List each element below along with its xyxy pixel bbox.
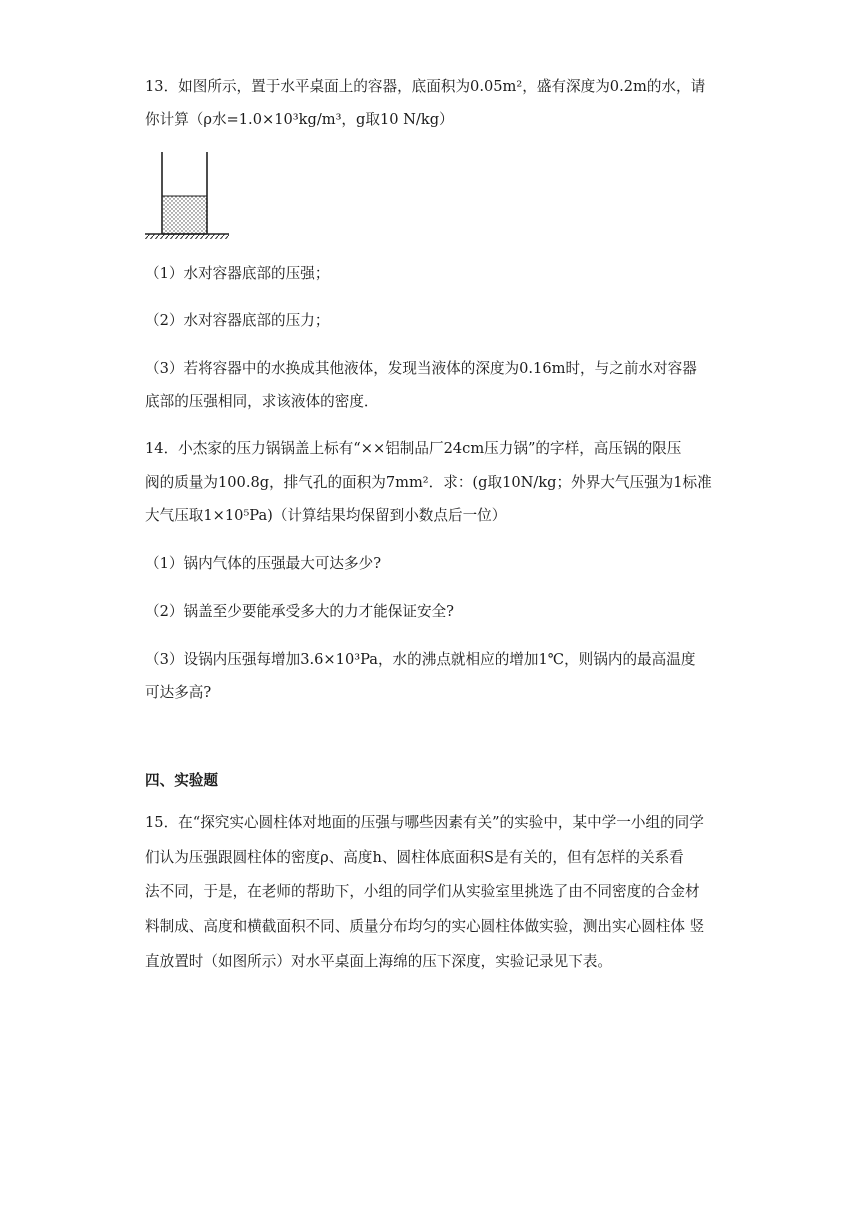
q13-sub-2: （2）水对容器底部的压力； [145, 312, 330, 329]
q14-line-3: 大气压取1×10⁵Pa)（计算结果均保留到小数点后一位） [145, 507, 507, 524]
q14-sub-3-line-2: 可达多高? [145, 684, 212, 701]
q14-sub-1: （1）锅内气体的压强最大可达多少? [145, 555, 382, 572]
water-body [162, 196, 207, 234]
q15-line-3: 法不同，于是，在老师的帮助下，小组的同学们从实验室里挑选了由不同密度的合金材 [145, 883, 700, 900]
q15-line-4: 料制成、高度和横截面积不同、质量分布均匀的实心圆柱体做实验，测出实心圆柱体 竖 [145, 918, 705, 935]
q13-sub-3-line-1: （3）若将容器中的水换成其他液体，发现当液体的深度为0.16m时，与之前水对容器 [145, 360, 697, 377]
q13-line-1: 13．如图所示，置于水平桌面上的容器，底面积为0.05m²，盛有深度为0.2m的水，请 [145, 78, 706, 95]
q13-line-2: 你计算（ρ水=1.0×10³kg/m³，g取10 N/kg） [145, 111, 454, 128]
q15-line-2: 们认为压强跟圆柱体的密度ρ、高度h、圆柱体底面积S是有关的，但有怎样的关系看 [145, 849, 684, 866]
q13-sub-1: （1）水对容器底部的压强； [145, 265, 330, 282]
container-diagram [143, 152, 233, 242]
container-water-figure [143, 152, 233, 246]
section-heading: 四、实验题 [145, 772, 218, 789]
q15-line-5: 直放置时（如图所示）对水平桌面上海绵的压下深度，实验记录见下表。 [145, 953, 613, 970]
q14-line-1: 14．小杰家的压力锅锅盖上标有“××铝制品厂24cm压力锅”的字样，高压锅的限压 [145, 440, 682, 457]
q13-sub-3-line-2: 底部的压强相同，求该液体的密度． [145, 393, 379, 410]
q15-line-1: 15．在“探究实心圆柱体对地面的压强与哪些因素有关”的实验中，某中学一小组的同学 [145, 814, 704, 831]
q14-sub-2: （2）锅盖至少要能承受多大的力才能保证安全? [145, 603, 454, 620]
q14-sub-3-line-1: （3）设锅内压强每增加3.6×10³Pa，水的沸点就相应的增加1℃，则锅内的最高温度 [145, 651, 696, 668]
q14-line-2: 阀的质量为100.8g，排气孔的面积为7mm²．求：(g取10N/kg；外界大气压强为1标准 [145, 474, 712, 491]
